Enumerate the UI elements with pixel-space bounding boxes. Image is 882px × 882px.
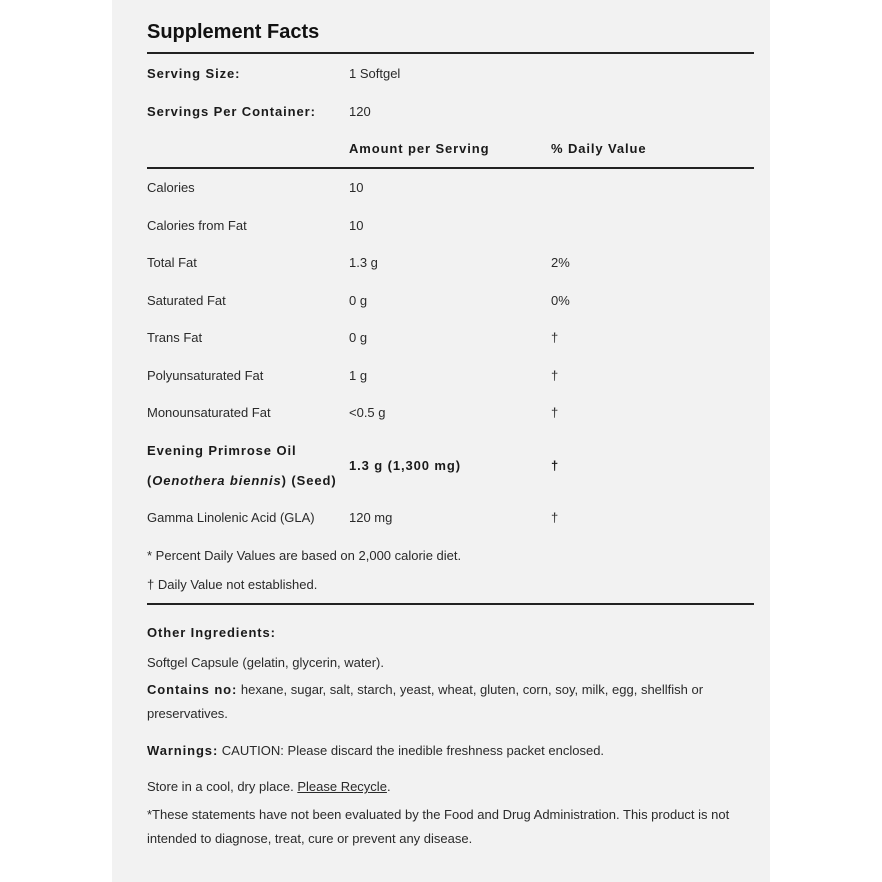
row-gla-amount: 120 mg bbox=[349, 510, 393, 525]
please-recycle-link[interactable]: Please Recycle bbox=[297, 779, 387, 794]
row-primrose-amount: 1.3 g (1,300 mg) bbox=[349, 458, 461, 473]
row-polyunsaturated-fat-daily: † bbox=[551, 368, 559, 383]
amount-column-header: Amount per Serving bbox=[349, 141, 490, 156]
row-primrose-name-line2 bbox=[147, 473, 337, 488]
daily-value-column-header: % Daily Value bbox=[551, 141, 647, 156]
primrose-latin-name: Oenothera biennis bbox=[152, 473, 282, 488]
contains-no-block bbox=[147, 678, 737, 726]
row-primrose-daily: † bbox=[551, 458, 560, 473]
supplement-facts-panel bbox=[112, 0, 770, 882]
row-polyunsaturated-fat-name: Polyunsaturated Fat bbox=[147, 368, 264, 383]
row-gla-daily: † bbox=[551, 510, 559, 525]
servings-per-container-label: Servings Per Container: bbox=[147, 104, 316, 119]
row-monounsaturated-fat-amount: <0.5 g bbox=[349, 405, 386, 420]
footnote-dagger: † Daily Value not established. bbox=[147, 577, 318, 592]
contains-no-label: Contains no: bbox=[147, 682, 238, 697]
storage-text: Store in a cool, dry place. bbox=[147, 779, 294, 794]
row-total-fat-amount: 1.3 g bbox=[349, 255, 378, 270]
other-ingredients-heading: Other Ingredients: bbox=[147, 625, 276, 640]
row-total-fat-daily: 2% bbox=[551, 255, 570, 270]
row-calories-fat-amount: 10 bbox=[349, 218, 364, 233]
row-primrose-name-line1: Evening Primrose Oil bbox=[147, 443, 297, 458]
storage-period: . bbox=[386, 779, 391, 794]
row-polyunsaturated-fat-amount: 1 g bbox=[349, 368, 368, 383]
row-calories-amount: 10 bbox=[349, 180, 364, 195]
footnote-percent: * Percent Daily Values are based on 2,000 calorie diet. bbox=[147, 548, 462, 563]
page-title: Supplement Facts bbox=[147, 21, 320, 43]
row-gla-name: Gamma Linolenic Acid (GLA) bbox=[147, 510, 315, 525]
warnings-text: CAUTION: Please discard the inedible freshness packet enclosed. bbox=[221, 743, 605, 758]
title-divider bbox=[147, 52, 754, 54]
row-trans-fat-daily: † bbox=[551, 330, 559, 345]
row-trans-fat-amount: 0 g bbox=[349, 330, 368, 345]
header-divider bbox=[147, 167, 754, 169]
row-calories-fat-name: Calories from Fat bbox=[147, 218, 247, 233]
warnings-block bbox=[147, 743, 604, 758]
row-monounsaturated-fat-daily: † bbox=[551, 405, 559, 420]
fda-disclaimer: *These statements have not been evaluated by the Food and Drug Administration. This product is not intended to diagnose, treat, cure or prevent any disease. bbox=[147, 807, 730, 846]
row-total-fat-name: Total Fat bbox=[147, 255, 197, 270]
row-saturated-fat-name: Saturated Fat bbox=[147, 293, 226, 308]
primrose-paren-open: ( bbox=[147, 473, 153, 488]
servings-per-container-value: 120 bbox=[349, 104, 371, 119]
serving-size-label: Serving Size: bbox=[147, 66, 241, 81]
primrose-paren-close: ) (Seed) bbox=[281, 473, 337, 488]
footnote-divider bbox=[147, 603, 754, 605]
serving-size-value: 1 Softgel bbox=[349, 66, 401, 81]
row-calories-name: Calories bbox=[147, 180, 195, 195]
warnings-label: Warnings: bbox=[147, 743, 219, 758]
ingredients-text: Softgel Capsule (gelatin, glycerin, water). bbox=[147, 655, 385, 670]
row-monounsaturated-fat-name: Monounsaturated Fat bbox=[147, 405, 271, 420]
storage-block bbox=[147, 779, 391, 794]
row-saturated-fat-amount: 0 g bbox=[349, 293, 368, 308]
row-trans-fat-name: Trans Fat bbox=[147, 330, 203, 345]
contains-no-text: hexane, sugar, salt, starch, yeast, wheat, gluten, corn, soy, milk, egg, shellfish or preservatives. bbox=[147, 682, 704, 721]
row-saturated-fat-daily: 0% bbox=[551, 293, 570, 308]
